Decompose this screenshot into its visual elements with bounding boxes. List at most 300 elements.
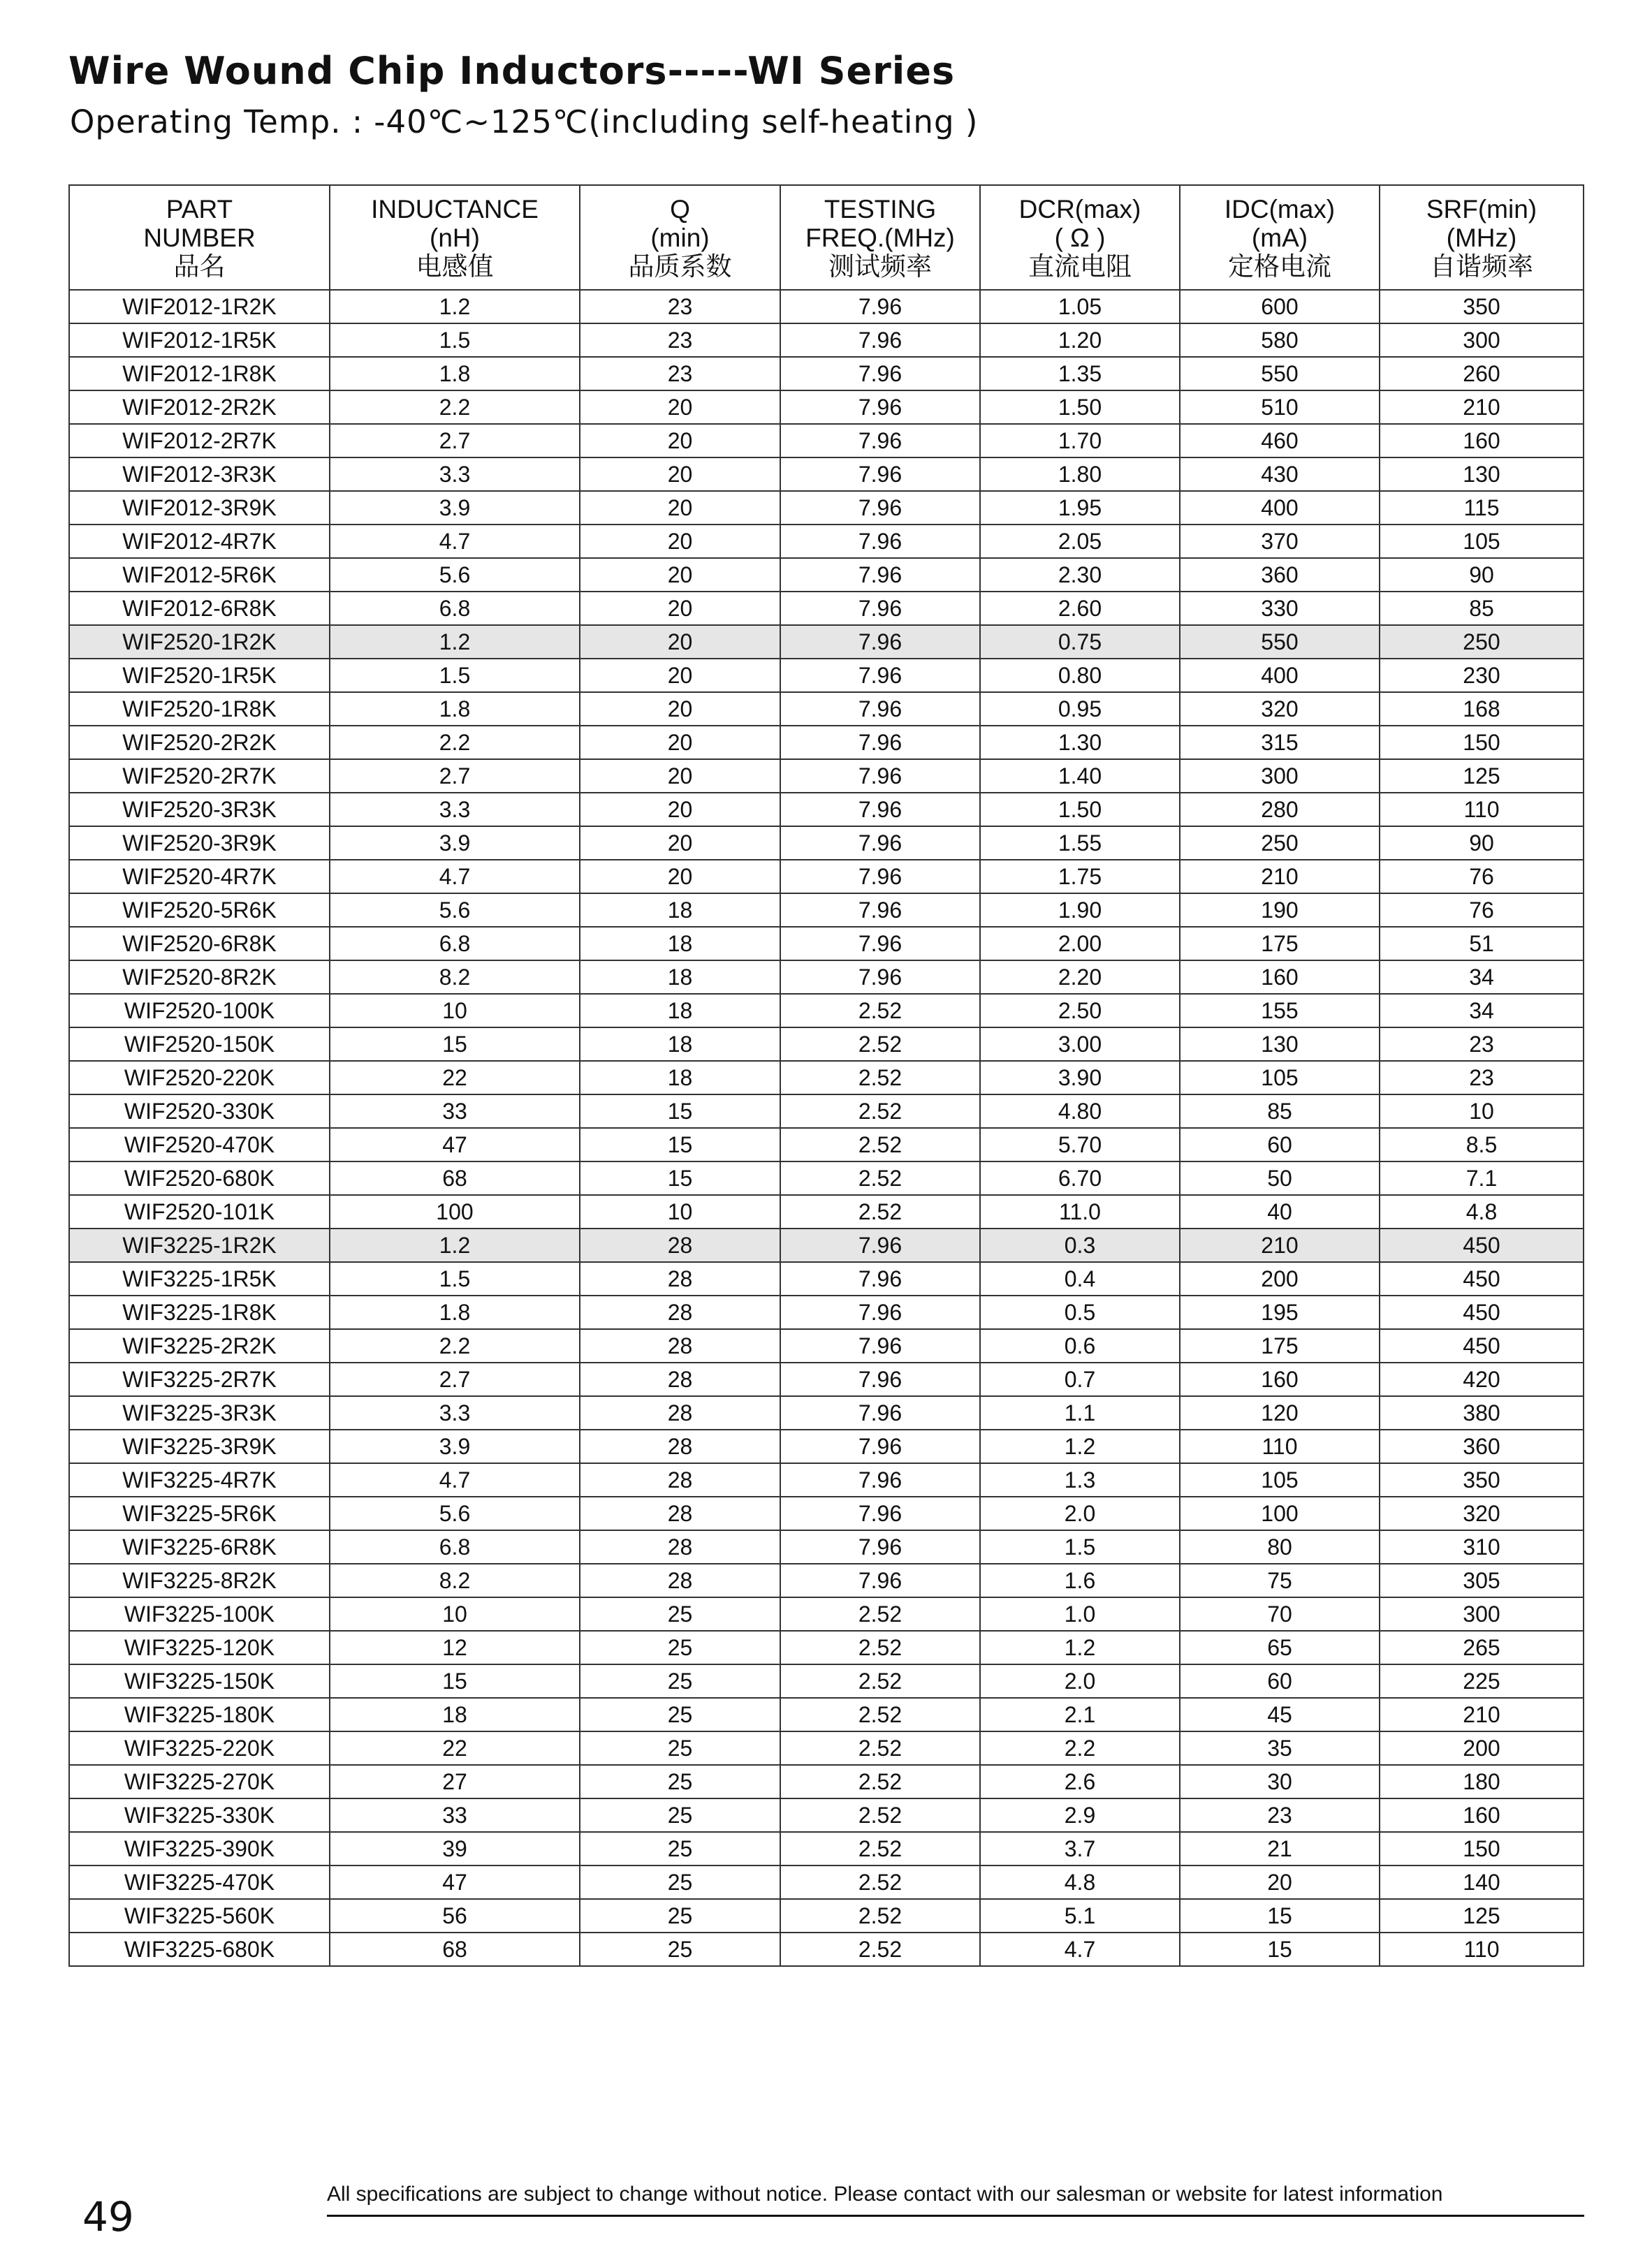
cell-dcr-max: 2.6 [980, 1765, 1180, 1798]
cell-testing-freq: 7.96 [780, 893, 980, 927]
cell-dcr-max: 1.05 [980, 290, 1180, 323]
cell-q-min: 28 [580, 1497, 780, 1530]
cell-srf-min: 115 [1380, 491, 1584, 525]
cell-part-number: WIF2012-1R5K [69, 323, 330, 357]
cell-idc-max: 45 [1180, 1698, 1380, 1731]
cell-srf-min: 125 [1380, 1899, 1584, 1933]
table-row [69, 793, 1584, 826]
cell-inductance: 1.2 [330, 1229, 580, 1262]
cell-q-min: 20 [580, 625, 780, 659]
cell-dcr-max: 1.2 [980, 1430, 1180, 1463]
cell-part-number: WIF3225-680K [69, 1933, 330, 1966]
cell-part-number: WIF3225-470K [69, 1865, 330, 1899]
cell-idc-max: 50 [1180, 1161, 1380, 1195]
cell-part-number: WIF2520-1R2K [69, 625, 330, 659]
cell-dcr-max: 0.6 [980, 1329, 1180, 1363]
cell-srf-min: 110 [1380, 1933, 1584, 1966]
cell-testing-freq: 7.96 [780, 759, 980, 793]
cell-q-min: 20 [580, 793, 780, 826]
cell-inductance: 10 [330, 1597, 580, 1631]
cell-q-min: 18 [580, 1027, 780, 1061]
table-row [69, 625, 1584, 659]
cell-part-number: WIF2520-3R9K [69, 826, 330, 860]
column-header-q-min [580, 185, 780, 290]
cell-q-min: 20 [580, 659, 780, 692]
table-row [69, 1832, 1584, 1865]
cell-dcr-max: 1.70 [980, 424, 1180, 457]
cell-testing-freq: 7.96 [780, 1396, 980, 1430]
cell-idc-max: 105 [1180, 1061, 1380, 1094]
cell-srf-min: 34 [1380, 960, 1584, 994]
cell-q-min: 20 [580, 726, 780, 759]
cell-srf-min: 200 [1380, 1731, 1584, 1765]
cell-srf-min: 7.1 [1380, 1161, 1584, 1195]
cell-part-number: WIF3225-3R9K [69, 1430, 330, 1463]
cell-idc-max: 400 [1180, 659, 1380, 692]
cell-part-number: WIF3225-100K [69, 1597, 330, 1631]
column-header-line: (min) [650, 223, 710, 252]
cell-srf-min: 130 [1380, 457, 1584, 491]
cell-srf-min: 450 [1380, 1262, 1584, 1296]
cell-idc-max: 80 [1180, 1530, 1380, 1564]
column-header-line: IDC(max) [1224, 194, 1336, 223]
page-number: 49 [82, 2193, 134, 2241]
cell-dcr-max: 1.0 [980, 1597, 1180, 1631]
table-row [69, 1463, 1584, 1497]
cell-inductance: 2.7 [330, 759, 580, 793]
cell-q-min: 20 [580, 692, 780, 726]
cell-testing-freq: 2.52 [780, 1027, 980, 1061]
cell-dcr-max: 5.70 [980, 1128, 1180, 1161]
cell-q-min: 25 [580, 1731, 780, 1765]
cell-q-min: 28 [580, 1296, 780, 1329]
table-row [69, 1094, 1584, 1128]
cell-part-number: WIF2012-2R7K [69, 424, 330, 457]
cell-idc-max: 65 [1180, 1631, 1380, 1664]
column-header-dcr-max [980, 185, 1180, 290]
cell-part-number: WIF2520-8R2K [69, 960, 330, 994]
cell-srf-min: 110 [1380, 793, 1584, 826]
column-header-line: NUMBER [143, 223, 256, 252]
cell-q-min: 25 [580, 1865, 780, 1899]
cell-inductance: 3.9 [330, 1430, 580, 1463]
cell-part-number: WIF2520-220K [69, 1061, 330, 1094]
cell-idc-max: 315 [1180, 726, 1380, 759]
cell-idc-max: 30 [1180, 1765, 1380, 1798]
column-header-line: DCR(max) [1018, 194, 1141, 223]
cell-dcr-max: 3.00 [980, 1027, 1180, 1061]
cell-inductance: 1.5 [330, 1262, 580, 1296]
cell-inductance: 68 [330, 1161, 580, 1195]
cell-dcr-max: 1.20 [980, 323, 1180, 357]
cell-q-min: 20 [580, 424, 780, 457]
cell-idc-max: 110 [1180, 1430, 1380, 1463]
cell-inductance: 4.7 [330, 860, 580, 893]
cell-inductance: 3.3 [330, 793, 580, 826]
header-row [69, 185, 1584, 290]
cell-part-number: WIF3225-1R2K [69, 1229, 330, 1262]
cell-idc-max: 20 [1180, 1865, 1380, 1899]
cell-idc-max: 210 [1180, 860, 1380, 893]
cell-srf-min: 34 [1380, 994, 1584, 1027]
cell-dcr-max: 0.95 [980, 692, 1180, 726]
cell-inductance: 18 [330, 1698, 580, 1731]
cell-testing-freq: 7.96 [780, 290, 980, 323]
cell-idc-max: 195 [1180, 1296, 1380, 1329]
cell-part-number: WIF2520-470K [69, 1128, 330, 1161]
cell-inductance: 15 [330, 1664, 580, 1698]
cell-testing-freq: 7.96 [780, 692, 980, 726]
cell-q-min: 28 [580, 1530, 780, 1564]
column-header-line: INDUCTANCE [371, 194, 539, 223]
cell-part-number: WIF3225-8R2K [69, 1564, 330, 1597]
table-row [69, 826, 1584, 860]
cell-inductance: 3.9 [330, 826, 580, 860]
cell-dcr-max: 1.55 [980, 826, 1180, 860]
cell-idc-max: 60 [1180, 1128, 1380, 1161]
cell-testing-freq: 2.52 [780, 1832, 980, 1865]
table-header [69, 185, 1584, 290]
table-row [69, 1564, 1584, 1597]
cell-srf-min: 260 [1380, 357, 1584, 390]
table-row [69, 1597, 1584, 1631]
cell-idc-max: 21 [1180, 1832, 1380, 1865]
cell-dcr-max: 3.7 [980, 1832, 1180, 1865]
table-row [69, 491, 1584, 525]
table-row [69, 390, 1584, 424]
cell-idc-max: 320 [1180, 692, 1380, 726]
cell-testing-freq: 7.96 [780, 424, 980, 457]
column-header-inductance [330, 185, 580, 290]
cell-testing-freq: 7.96 [780, 960, 980, 994]
cell-q-min: 23 [580, 323, 780, 357]
table-row [69, 1128, 1584, 1161]
cell-inductance: 56 [330, 1899, 580, 1933]
cell-srf-min: 230 [1380, 659, 1584, 692]
cell-srf-min: 450 [1380, 1329, 1584, 1363]
page-title: Wire Wound Chip Inductors-----WI Series [68, 49, 956, 93]
cell-idc-max: 330 [1180, 592, 1380, 625]
table-row [69, 692, 1584, 726]
cell-q-min: 18 [580, 893, 780, 927]
cell-inductance: 1.2 [330, 290, 580, 323]
table-row [69, 860, 1584, 893]
cell-srf-min: 180 [1380, 1765, 1584, 1798]
cell-srf-min: 450 [1380, 1296, 1584, 1329]
cell-dcr-max: 0.80 [980, 659, 1180, 692]
column-header-line: TESTING [824, 194, 937, 223]
cell-testing-freq: 2.52 [780, 1094, 980, 1128]
cell-part-number: WIF3225-180K [69, 1698, 330, 1731]
cell-q-min: 28 [580, 1463, 780, 1497]
cell-inductance: 4.7 [330, 1463, 580, 1497]
cell-testing-freq: 2.52 [780, 1731, 980, 1765]
cell-srf-min: 350 [1380, 1463, 1584, 1497]
table-row [69, 1798, 1584, 1832]
cell-idc-max: 250 [1180, 826, 1380, 860]
cell-idc-max: 600 [1180, 290, 1380, 323]
cell-q-min: 28 [580, 1262, 780, 1296]
cell-q-min: 20 [580, 457, 780, 491]
cell-dcr-max: 1.3 [980, 1463, 1180, 1497]
cell-inductance: 8.2 [330, 1564, 580, 1597]
cell-idc-max: 75 [1180, 1564, 1380, 1597]
cell-inductance: 12 [330, 1631, 580, 1664]
cell-srf-min: 76 [1380, 893, 1584, 927]
cell-part-number: WIF2012-1R2K [69, 290, 330, 323]
cell-srf-min: 210 [1380, 1698, 1584, 1731]
cell-idc-max: 160 [1180, 1363, 1380, 1396]
table-row [69, 323, 1584, 357]
cell-dcr-max: 11.0 [980, 1195, 1180, 1229]
cell-inductance: 100 [330, 1195, 580, 1229]
cell-testing-freq: 7.96 [780, 625, 980, 659]
disclaimer-note: All specifications are subject to change without notice. Please contact with our salesman or website for latest information [327, 2183, 1443, 2206]
cell-srf-min: 4.8 [1380, 1195, 1584, 1229]
cell-testing-freq: 7.96 [780, 525, 980, 558]
cell-idc-max: 40 [1180, 1195, 1380, 1229]
cell-testing-freq: 7.96 [780, 1430, 980, 1463]
cell-srf-min: 51 [1380, 927, 1584, 960]
cell-testing-freq: 2.52 [780, 1899, 980, 1933]
table-row [69, 927, 1584, 960]
cell-idc-max: 200 [1180, 1262, 1380, 1296]
cell-srf-min: 8.5 [1380, 1128, 1584, 1161]
cell-q-min: 25 [580, 1698, 780, 1731]
cell-q-min: 25 [580, 1899, 780, 1933]
table-row [69, 1329, 1584, 1363]
cell-q-min: 20 [580, 860, 780, 893]
cell-q-min: 20 [580, 390, 780, 424]
column-header-line: SRF(min) [1426, 194, 1537, 223]
cell-q-min: 18 [580, 960, 780, 994]
cell-srf-min: 210 [1380, 390, 1584, 424]
cell-part-number: WIF3225-1R5K [69, 1262, 330, 1296]
cell-inductance: 2.2 [330, 726, 580, 759]
cell-inductance: 2.2 [330, 390, 580, 424]
cell-dcr-max: 1.50 [980, 390, 1180, 424]
table-row [69, 893, 1584, 927]
table-row [69, 960, 1584, 994]
cell-idc-max: 300 [1180, 759, 1380, 793]
cell-q-min: 20 [580, 592, 780, 625]
cell-inductance: 4.7 [330, 525, 580, 558]
cell-inductance: 3.9 [330, 491, 580, 525]
cell-q-min: 28 [580, 1363, 780, 1396]
table-row [69, 1631, 1584, 1664]
cell-testing-freq: 7.96 [780, 826, 980, 860]
cell-idc-max: 15 [1180, 1933, 1380, 1966]
cell-inductance: 15 [330, 1027, 580, 1061]
cell-inductance: 1.8 [330, 357, 580, 390]
column-header-line: Q [670, 194, 690, 223]
cell-dcr-max: 2.2 [980, 1731, 1180, 1765]
cell-testing-freq: 2.52 [780, 1161, 980, 1195]
cell-inductance: 33 [330, 1798, 580, 1832]
table-row [69, 558, 1584, 592]
table-row [69, 290, 1584, 323]
cell-q-min: 10 [580, 1195, 780, 1229]
cell-idc-max: 175 [1180, 1329, 1380, 1363]
cell-idc-max: 60 [1180, 1664, 1380, 1698]
table-row [69, 1161, 1584, 1195]
table-row [69, 1296, 1584, 1329]
cell-inductance: 5.6 [330, 893, 580, 927]
cell-dcr-max: 1.5 [980, 1530, 1180, 1564]
cell-q-min: 25 [580, 1798, 780, 1832]
cell-srf-min: 380 [1380, 1396, 1584, 1430]
cell-testing-freq: 7.96 [780, 491, 980, 525]
cell-srf-min: 150 [1380, 726, 1584, 759]
cell-q-min: 25 [580, 1765, 780, 1798]
table-row [69, 1664, 1584, 1698]
cell-dcr-max: 2.05 [980, 525, 1180, 558]
table-body [69, 290, 1584, 1966]
cell-srf-min: 320 [1380, 1497, 1584, 1530]
table-row [69, 659, 1584, 692]
table-row [69, 1865, 1584, 1899]
cell-testing-freq: 7.96 [780, 1530, 980, 1564]
cell-idc-max: 190 [1180, 893, 1380, 927]
cell-part-number: WIF3225-330K [69, 1798, 330, 1832]
table-row [69, 1195, 1584, 1229]
cell-q-min: 25 [580, 1597, 780, 1631]
table-row [69, 1262, 1584, 1296]
cell-dcr-max: 1.2 [980, 1631, 1180, 1664]
cell-idc-max: 160 [1180, 960, 1380, 994]
cell-testing-freq: 2.52 [780, 1597, 980, 1631]
cell-dcr-max: 0.7 [980, 1363, 1180, 1396]
cell-dcr-max: 3.90 [980, 1061, 1180, 1094]
cell-dcr-max: 4.80 [980, 1094, 1180, 1128]
column-header-line: 定格电流 [1228, 251, 1331, 281]
column-header-line: (mA) [1251, 223, 1308, 252]
cell-srf-min: 225 [1380, 1664, 1584, 1698]
cell-testing-freq: 2.52 [780, 1698, 980, 1731]
cell-inductance: 3.3 [330, 1396, 580, 1430]
cell-idc-max: 210 [1180, 1229, 1380, 1262]
cell-srf-min: 90 [1380, 558, 1584, 592]
cell-inductance: 22 [330, 1061, 580, 1094]
cell-srf-min: 160 [1380, 424, 1584, 457]
cell-part-number: WIF3225-220K [69, 1731, 330, 1765]
cell-part-number: WIF2012-5R6K [69, 558, 330, 592]
column-header-line: (nH) [430, 223, 480, 252]
cell-q-min: 25 [580, 1933, 780, 1966]
inductor-spec-table [68, 184, 1584, 1967]
cell-dcr-max: 0.4 [980, 1262, 1180, 1296]
cell-dcr-max: 1.30 [980, 726, 1180, 759]
cell-q-min: 28 [580, 1229, 780, 1262]
cell-idc-max: 280 [1180, 793, 1380, 826]
cell-inductance: 6.8 [330, 1530, 580, 1564]
cell-dcr-max: 2.1 [980, 1698, 1180, 1731]
table-row [69, 457, 1584, 491]
cell-q-min: 28 [580, 1564, 780, 1597]
cell-testing-freq: 2.52 [780, 994, 980, 1027]
cell-part-number: WIF2520-3R3K [69, 793, 330, 826]
cell-dcr-max: 1.95 [980, 491, 1180, 525]
cell-q-min: 28 [580, 1396, 780, 1430]
cell-dcr-max: 4.8 [980, 1865, 1180, 1899]
cell-testing-freq: 2.52 [780, 1128, 980, 1161]
table-row [69, 1765, 1584, 1798]
cell-dcr-max: 1.35 [980, 357, 1180, 390]
cell-idc-max: 155 [1180, 994, 1380, 1027]
table-row [69, 357, 1584, 390]
column-header-line: 品质系数 [628, 251, 732, 281]
cell-part-number: WIF2520-100K [69, 994, 330, 1027]
cell-srf-min: 168 [1380, 692, 1584, 726]
cell-idc-max: 130 [1180, 1027, 1380, 1061]
table-row [69, 1497, 1584, 1530]
column-header-idc-max [1180, 185, 1380, 290]
cell-srf-min: 125 [1380, 759, 1584, 793]
cell-dcr-max: 0.3 [980, 1229, 1180, 1262]
cell-q-min: 20 [580, 491, 780, 525]
cell-srf-min: 360 [1380, 1430, 1584, 1463]
cell-q-min: 18 [580, 927, 780, 960]
cell-srf-min: 300 [1380, 1597, 1584, 1631]
cell-part-number: WIF2012-4R7K [69, 525, 330, 558]
column-header-line: 品名 [173, 251, 226, 281]
cell-idc-max: 550 [1180, 357, 1380, 390]
column-header-line: FREQ.(MHz) [805, 223, 955, 252]
cell-dcr-max: 1.75 [980, 860, 1180, 893]
cell-idc-max: 460 [1180, 424, 1380, 457]
cell-q-min: 20 [580, 558, 780, 592]
cell-inductance: 6.8 [330, 927, 580, 960]
table-row [69, 1396, 1584, 1430]
cell-idc-max: 370 [1180, 525, 1380, 558]
table-row [69, 424, 1584, 457]
cell-testing-freq: 7.96 [780, 659, 980, 692]
cell-part-number: WIF3225-3R3K [69, 1396, 330, 1430]
column-header-testing-freq [780, 185, 980, 290]
cell-testing-freq: 7.96 [780, 1497, 980, 1530]
cell-part-number: WIF2520-5R6K [69, 893, 330, 927]
cell-idc-max: 120 [1180, 1396, 1380, 1430]
cell-part-number: WIF2520-1R8K [69, 692, 330, 726]
footer-divider [327, 2215, 1584, 2217]
cell-testing-freq: 2.52 [780, 1664, 980, 1698]
cell-srf-min: 310 [1380, 1530, 1584, 1564]
table-row [69, 1430, 1584, 1463]
column-header-line: ( Ω ) [1054, 223, 1106, 252]
cell-idc-max: 35 [1180, 1731, 1380, 1765]
cell-srf-min: 105 [1380, 525, 1584, 558]
table-row [69, 1731, 1584, 1765]
cell-srf-min: 90 [1380, 826, 1584, 860]
cell-q-min: 25 [580, 1832, 780, 1865]
cell-dcr-max: 1.90 [980, 893, 1180, 927]
cell-dcr-max: 1.6 [980, 1564, 1180, 1597]
cell-testing-freq: 7.96 [780, 726, 980, 759]
column-header-line: 自谐频率 [1430, 251, 1533, 281]
cell-dcr-max: 2.0 [980, 1497, 1180, 1530]
cell-part-number: WIF2520-680K [69, 1161, 330, 1195]
cell-srf-min: 350 [1380, 290, 1584, 323]
cell-testing-freq: 7.96 [780, 357, 980, 390]
cell-dcr-max: 2.0 [980, 1664, 1180, 1698]
cell-testing-freq: 7.96 [780, 592, 980, 625]
cell-inductance: 2.7 [330, 1363, 580, 1396]
cell-inductance: 6.8 [330, 592, 580, 625]
cell-part-number: WIF2520-150K [69, 1027, 330, 1061]
cell-testing-freq: 2.52 [780, 1061, 980, 1094]
column-header-line: (MHz) [1446, 223, 1517, 252]
cell-srf-min: 23 [1380, 1061, 1584, 1094]
